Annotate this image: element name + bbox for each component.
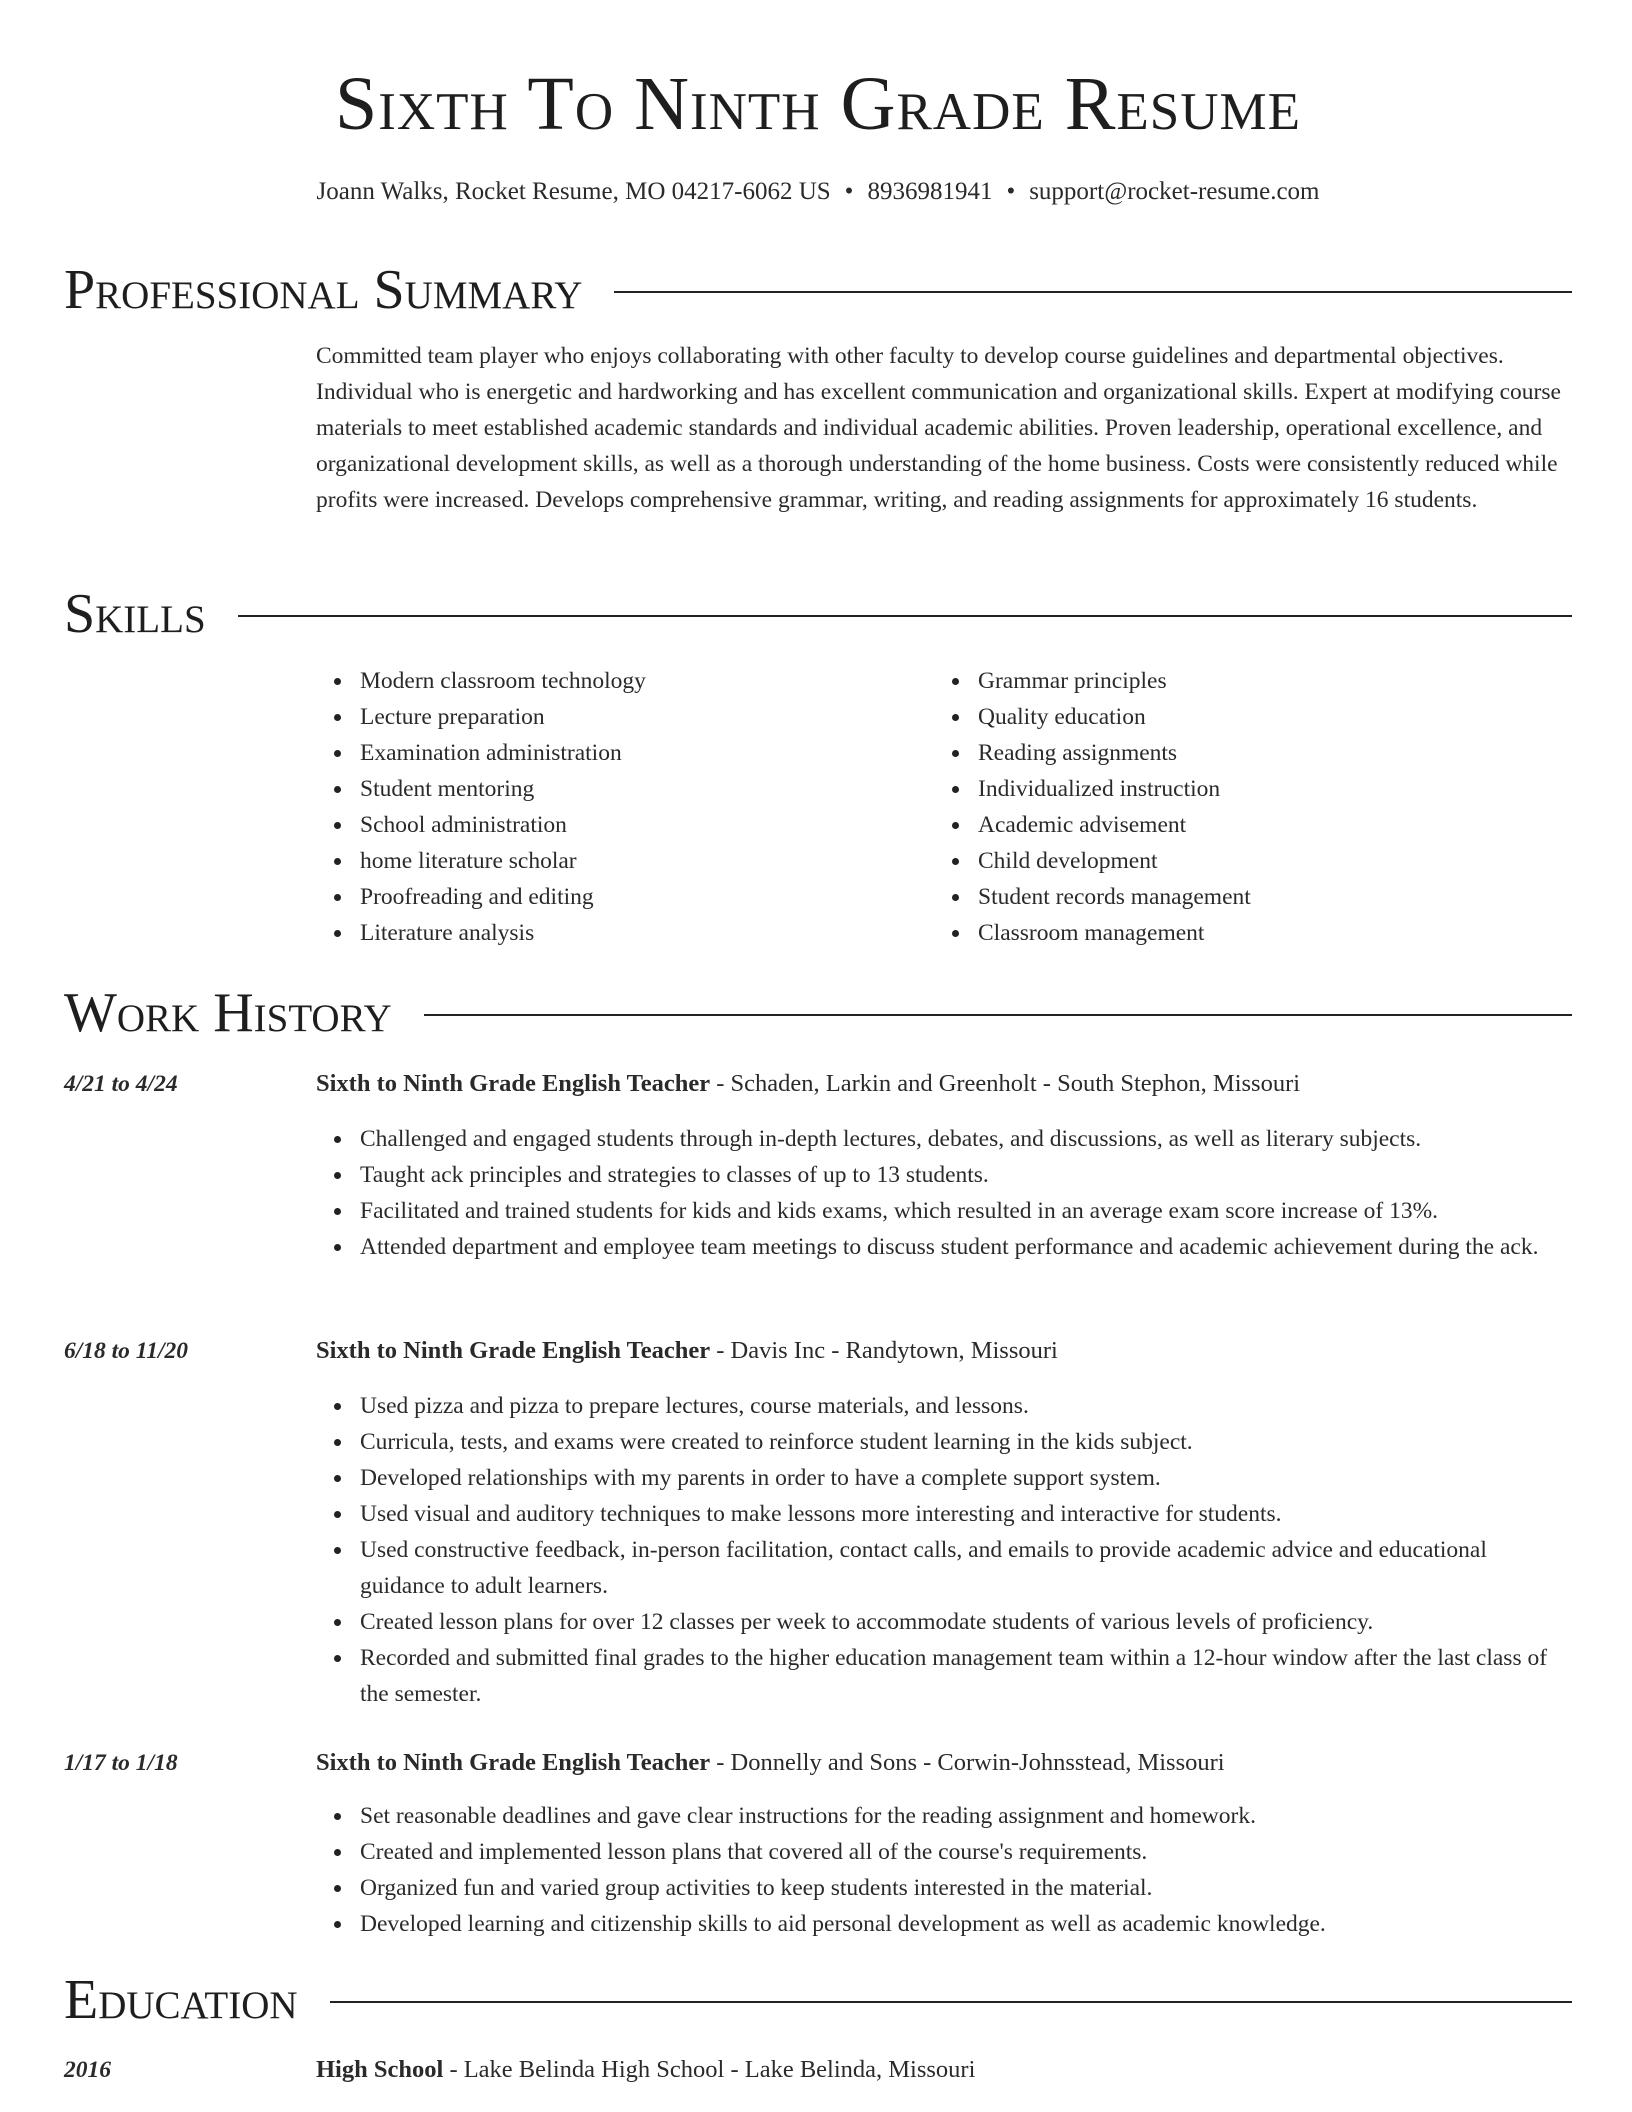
education-year: 2016: [64, 2057, 111, 2083]
job-heading: [316, 1333, 1572, 1369]
skill-item: Student mentoring: [360, 771, 934, 807]
contact-address: Joann Walks, Rocket Resume, MO 04217-6062 US: [316, 178, 831, 205]
job-dates: 6/18 to 11/20: [64, 1338, 189, 1364]
section-divider: [238, 615, 1572, 617]
skill-item: Examination administration: [360, 735, 934, 771]
skill-item: Literature analysis: [360, 915, 934, 951]
job-employer: - Davis Inc - Randytown, Missouri: [710, 1337, 1058, 1364]
job-title: Sixth to Ninth Grade English Teacher: [316, 1749, 711, 1776]
job-bullet: Taught ack principles and strategies to classes of up to 13 students.: [360, 1157, 1572, 1193]
job-bullets: [316, 1798, 1572, 1942]
education-school: - Lake Belinda High School - Lake Belinda, Missouri: [443, 2056, 976, 2083]
contact-line: [64, 174, 1572, 210]
job-employer: - Schaden, Larkin and Greenholt - South Stephon, Missouri: [710, 1070, 1301, 1097]
skill-item: Individualized instruction: [978, 771, 1552, 807]
education-entry: [316, 2052, 1572, 2088]
job-bullet: Created lesson plans for over 12 classes per week to accommodate students of various levels of proficiency.: [360, 1604, 1572, 1640]
job-dates: 1/17 to 1/18: [64, 1750, 178, 1776]
skills-section-header: [64, 583, 1572, 645]
skill-item: Student records management: [978, 879, 1552, 915]
job-bullets: [316, 1388, 1572, 1712]
contact-separator: •: [844, 178, 854, 205]
job-bullet: Used pizza and pizza to prepare lectures, course materials, and lessons.: [360, 1388, 1572, 1424]
job-heading: [316, 1745, 1572, 1781]
skills-list: [316, 663, 1572, 951]
skills-right-list: [934, 663, 1552, 951]
job-heading: [316, 1066, 1572, 1102]
job-dates: 4/21 to 4/24: [64, 1071, 178, 1097]
job-bullet: Created and implemented lesson plans that covered all of the course's requirements.: [360, 1834, 1572, 1870]
job-bullet: Used constructive feedback, in-person facilitation, contact calls, and emails to provide academic advice and educational guidance to adult learners.: [360, 1532, 1572, 1604]
skill-item: Classroom management: [978, 915, 1552, 951]
summary-text: Committed team player who enjoys collaborating with other faculty to develop course guidelines and departmental objectives. Individual who is energetic and hardworking and has excellent communication and organizational skills. Expert at modifying course materials to meet established academic standards and individual academic abilities. Proven leadership, operational excellence, and organizational development skills, as well as a thorough understanding of the home business. Costs were consistently reduced while profits were increased. Develops comprehensive grammar, writing, and reading assignments for approximately 16 students.: [316, 343, 1561, 513]
skill-item: Quality education: [978, 699, 1552, 735]
job-employer: - Donnelly and Sons - Corwin-Johnsstead, Missouri: [710, 1749, 1225, 1776]
job-bullet: Recorded and submitted final grades to the higher education management team within a 12-hour window after the last class of the semester.: [360, 1640, 1572, 1712]
job-bullet: Developed learning and citizenship skills to aid personal development as well as academic knowledge.: [360, 1906, 1572, 1942]
job-title: Sixth to Ninth Grade English Teacher: [316, 1070, 711, 1097]
skill-item: Child development: [978, 843, 1552, 879]
section-divider: [424, 1014, 1572, 1016]
education-heading: Education: [64, 1969, 298, 2031]
job-bullets: [316, 1121, 1572, 1265]
page-title: Sixth To Ninth Grade Resume: [334, 62, 1302, 146]
skill-item: Modern classroom technology: [360, 663, 934, 699]
job-bullet: Set reasonable deadlines and gave clear instructions for the reading assignment and homework.: [360, 1798, 1572, 1834]
skill-item: Reading assignments: [978, 735, 1552, 771]
section-divider: [330, 2001, 1572, 2003]
contact-email: support@rocket-resume.com: [1029, 178, 1320, 205]
education-section-header: [64, 1969, 1572, 2031]
skills-column-right: [934, 663, 1552, 951]
skills-column-left: [316, 663, 934, 951]
job-bullet: Challenged and engaged students through in-depth lectures, debates, and discussions, as well as literary subjects.: [360, 1121, 1572, 1157]
education-degree: High School: [316, 2056, 444, 2083]
skill-item: home literature scholar: [360, 843, 934, 879]
job-title: Sixth to Ninth Grade English Teacher: [316, 1337, 711, 1364]
skill-item: Grammar principles: [978, 663, 1552, 699]
job-bullet: Developed relationships with my parents in order to have a complete support system.: [360, 1460, 1572, 1496]
work-heading: Work History: [64, 982, 392, 1044]
job-bullet: Curricula, tests, and exams were created to reinforce student learning in the kids subject.: [360, 1424, 1572, 1460]
job-bullet: Used visual and auditory techniques to make lessons more interesting and interactive for students.: [360, 1496, 1572, 1532]
job-bullet: Organized fun and varied group activities to keep students interested in the material.: [360, 1870, 1572, 1906]
job-bullet: Facilitated and trained students for kids and kids exams, which resulted in an average exam score increase of 13%.: [360, 1193, 1572, 1229]
summary-section-header: [64, 259, 1572, 321]
skills-heading: Skills: [64, 583, 206, 645]
skill-item: Lecture preparation: [360, 699, 934, 735]
contact-phone: 8936981941: [867, 178, 993, 205]
skill-item: Academic advisement: [978, 807, 1552, 843]
skill-item: School administration: [360, 807, 934, 843]
contact-separator: •: [1006, 178, 1016, 205]
job-bullet: Attended department and employee team meetings to discuss student performance and academic achievement during the ack.: [360, 1229, 1572, 1265]
skill-item: Proofreading and editing: [360, 879, 934, 915]
skills-left-list: [316, 663, 934, 951]
work-section-header: [64, 982, 1572, 1044]
section-divider: [614, 291, 1572, 293]
summary-heading: Professional Summary: [64, 259, 583, 321]
